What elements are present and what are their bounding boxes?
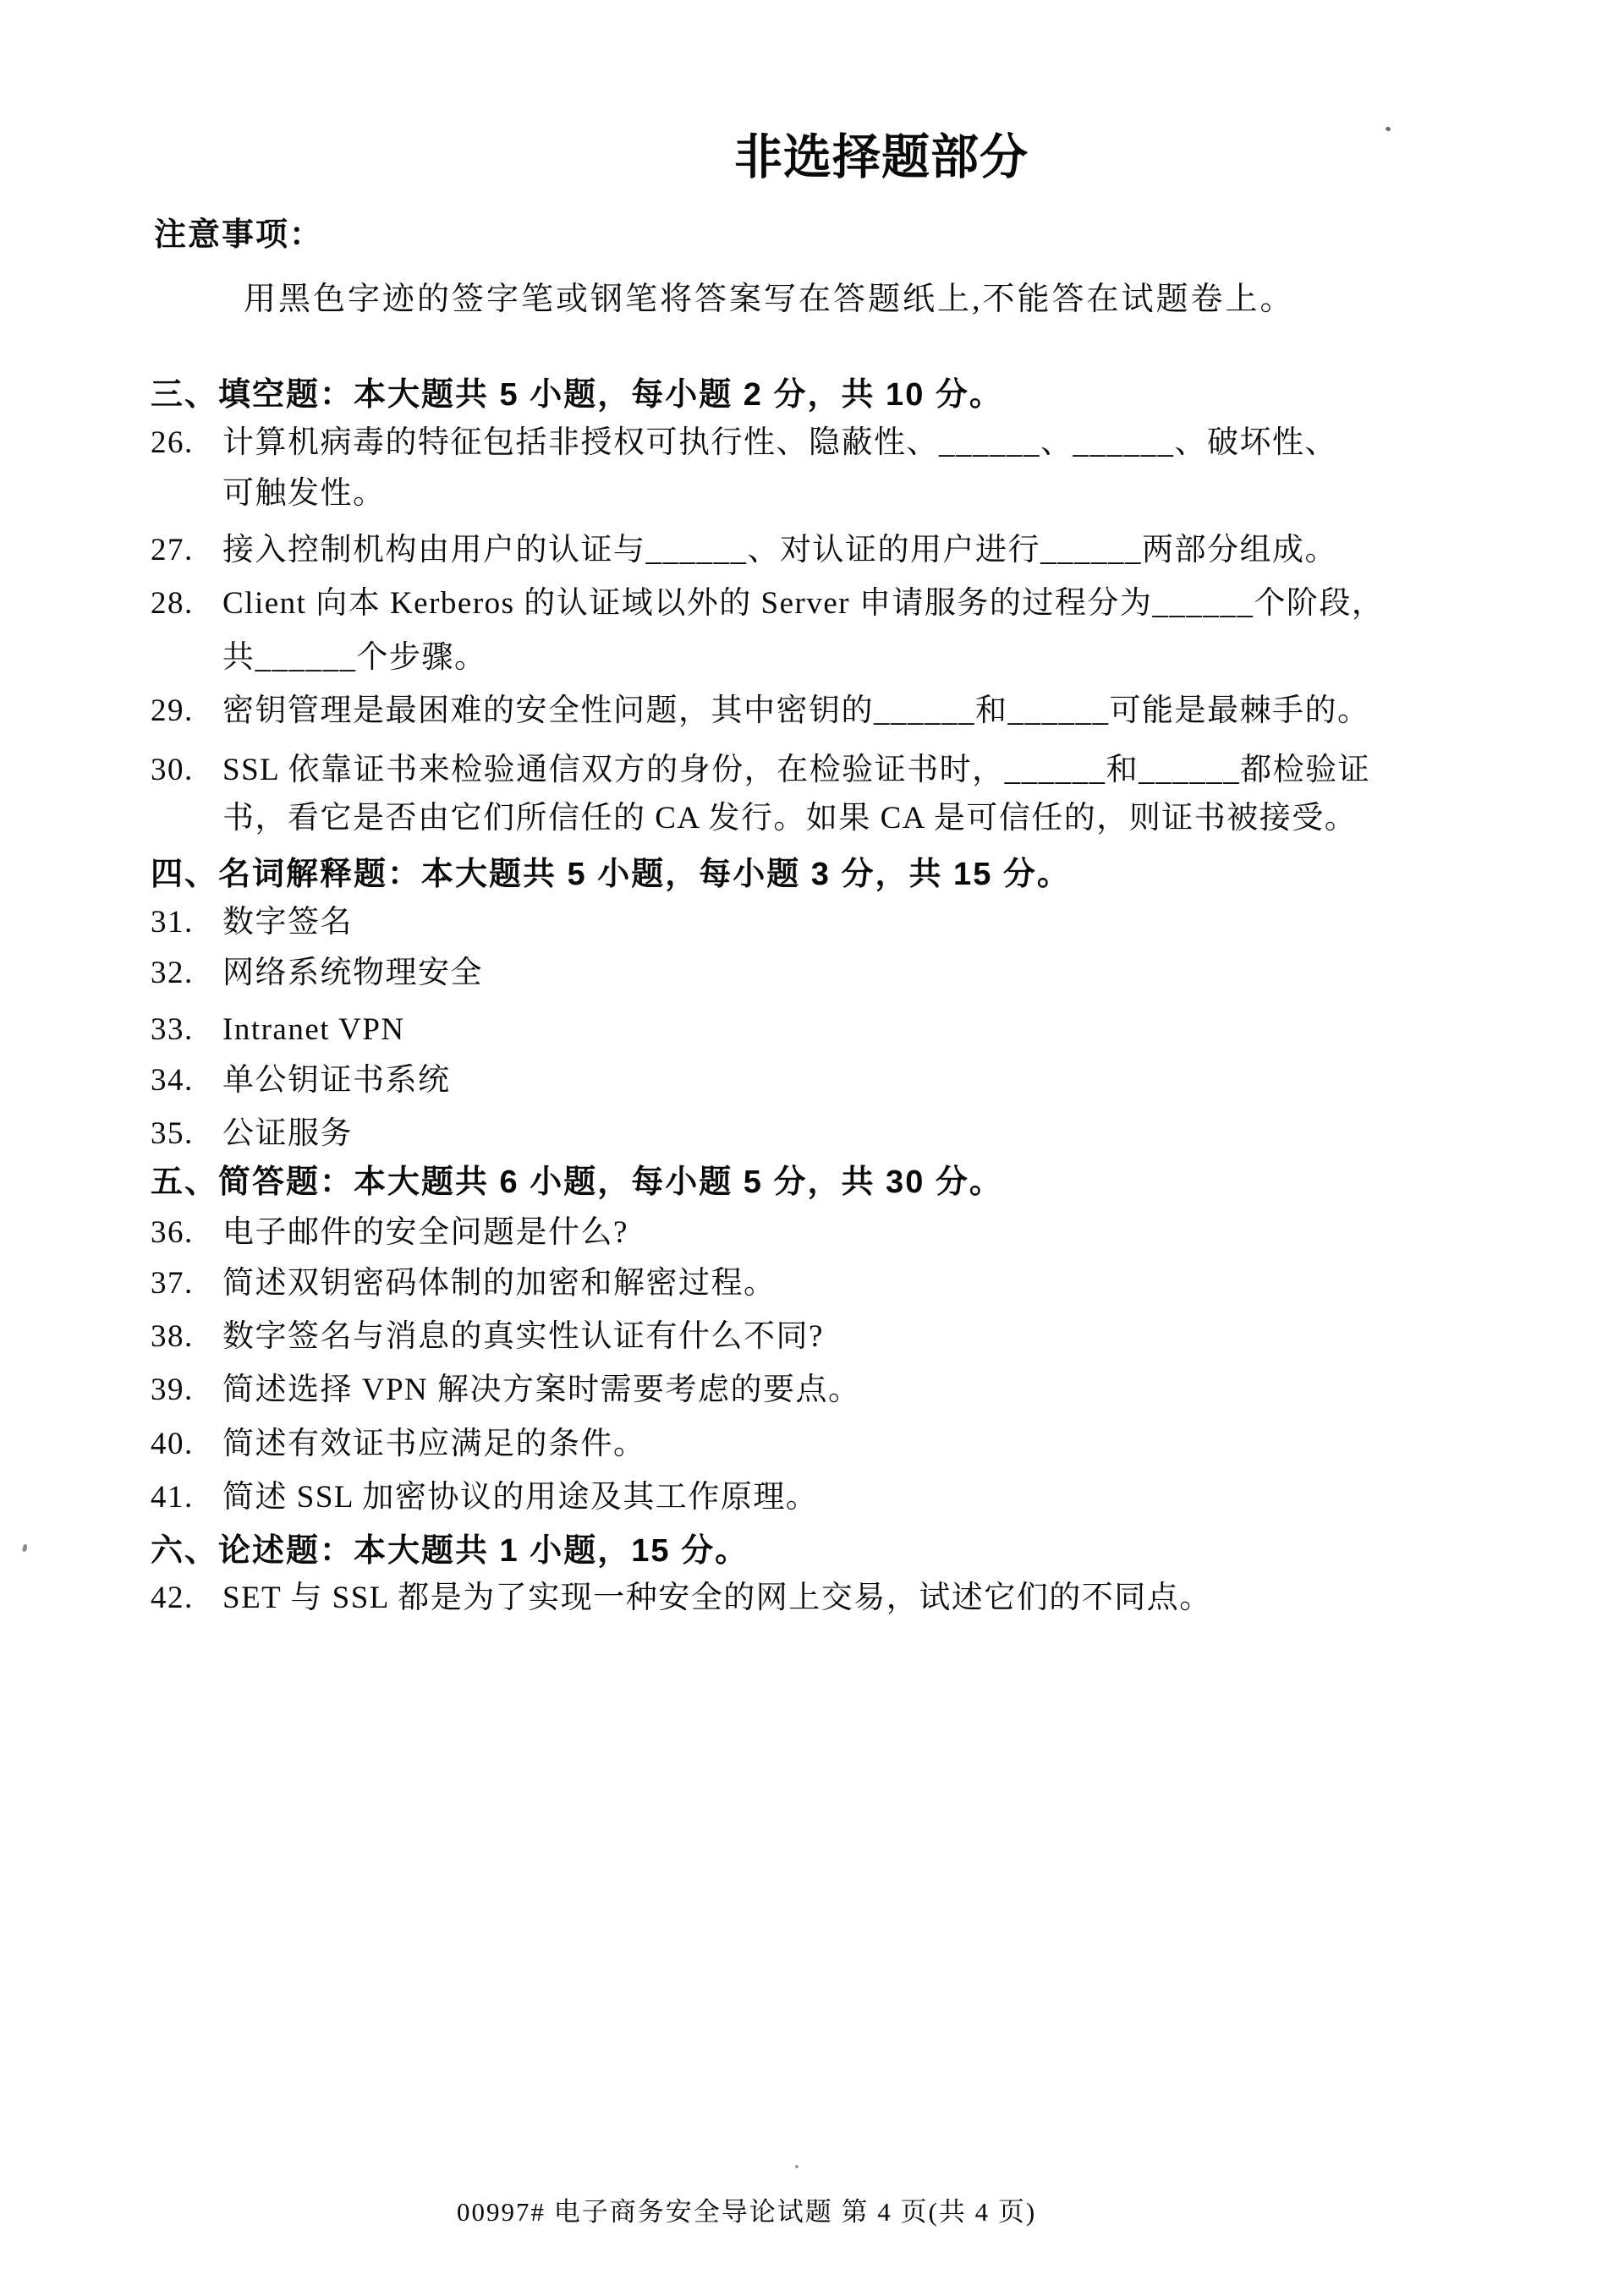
scan-speck xyxy=(1385,126,1391,132)
question-text: 数字签名 xyxy=(222,905,353,940)
question-26-continuation: 可触发性。 xyxy=(222,476,386,511)
question-list xyxy=(151,375,1504,1644)
question-text: 计算机病毒的特征包括非授权可执行性、隐蔽性、______、______、破坏性、 xyxy=(222,425,1337,460)
question-number: 40. xyxy=(151,1427,194,1461)
question-text: 单公钥证书系统 xyxy=(222,1063,451,1098)
question-number: 30. xyxy=(151,753,194,787)
question-number: 38. xyxy=(151,1319,194,1354)
question-text: 简述双钥密码体制的加密和解密过程。 xyxy=(222,1266,777,1301)
section-heading-essay: 六、论述题：本大题共 1 小题，15 分。 xyxy=(151,1533,749,1569)
notice-label: 注意事项： xyxy=(154,217,324,253)
question-row-41 xyxy=(151,1478,818,1517)
question-text: 网络系统物理安全 xyxy=(222,956,483,990)
question-row-33 xyxy=(151,1011,405,1049)
question-text: 数字签名与消息的真实性认证有什么不同? xyxy=(222,1319,824,1354)
question-row-29 xyxy=(151,692,1370,731)
question-row-34 xyxy=(151,1061,451,1100)
question-number: 31. xyxy=(151,905,194,940)
page-footer: 00997# 电子商务安全导论试题 第 4 页(共 4 页) xyxy=(457,2197,1037,2227)
question-text: Intranet VPN xyxy=(222,1012,405,1047)
question-row-26 xyxy=(151,424,1337,463)
question-number: 37. xyxy=(151,1266,194,1301)
question-text: 密钥管理是最困难的安全性问题，其中密钥的______和______可能是最棘手的。 xyxy=(222,693,1370,728)
question-row-40 xyxy=(151,1425,646,1464)
question-text: 接入控制机构由用户的认证与______、对认证的用户进行______两部分组成。 xyxy=(222,533,1337,567)
question-number: 33. xyxy=(151,1012,194,1047)
question-text: Client 向本 Kerberos 的认证域以外的 Server 申请服务的过程分为______个阶段， xyxy=(222,586,1385,621)
question-row-39 xyxy=(151,1371,861,1410)
scan-speck xyxy=(22,1544,28,1553)
question-number: 26. xyxy=(151,425,194,460)
question-number: 36. xyxy=(151,1215,194,1250)
question-row-42 xyxy=(151,1579,1212,1618)
question-30-continuation: 书，看它是否由它们所信任的 CA 发行。如果 CA 是可信任的，则证书被接受。 xyxy=(222,801,1358,836)
question-number: 29. xyxy=(151,693,194,728)
question-text: 简述 SSL 加密协议的用途及其工作原理。 xyxy=(222,1480,819,1515)
section-heading-fill-blank: 三、填空题：本大题共 5 小题，每小题 2 分，共 10 分。 xyxy=(151,377,1003,413)
question-row-36 xyxy=(151,1214,628,1252)
question-row-35 xyxy=(151,1115,353,1153)
notice-text: 用黑色字迹的签字笔或钢笔将答案写在答题纸上,不能答在试题卷上。 xyxy=(244,282,1295,317)
question-row-30 xyxy=(151,751,1370,790)
question-row-28 xyxy=(151,584,1384,623)
question-row-38 xyxy=(151,1318,824,1356)
section-heading-short-answer: 五、简答题：本大题共 6 小题，每小题 5 分，共 30 分。 xyxy=(151,1164,1003,1200)
question-number: 27. xyxy=(151,533,194,567)
question-number: 32. xyxy=(151,956,194,990)
question-28-continuation: 共______个步骤。 xyxy=(222,640,487,675)
question-row-32 xyxy=(151,954,483,993)
question-text: 简述有效证书应满足的条件。 xyxy=(222,1427,646,1461)
question-number: 41. xyxy=(151,1480,194,1515)
question-row-37 xyxy=(151,1264,777,1303)
question-number: 42. xyxy=(151,1581,194,1615)
question-text: SSL 依靠证书来检验通信双方的身份，在检验证书时，______和______都检验证 xyxy=(222,753,1371,787)
section-heading-definitions: 四、名词解释题：本大题共 5 小题，每小题 3 分，共 15 分。 xyxy=(151,857,1071,892)
question-number: 35. xyxy=(151,1116,194,1151)
question-text: 公证服务 xyxy=(222,1116,353,1151)
question-number: 28. xyxy=(151,586,194,621)
question-text: 简述选择 VPN 解决方案时需要考虑的要点。 xyxy=(222,1373,861,1407)
question-number: 39. xyxy=(151,1373,194,1407)
question-number: 34. xyxy=(151,1063,194,1098)
question-text: SET 与 SSL 都是为了实现一种安全的网上交易，试述它们的不同点。 xyxy=(222,1581,1212,1615)
question-text: 电子邮件的安全问题是什么? xyxy=(222,1215,628,1250)
page-title: 非选择题部分 xyxy=(734,130,1029,184)
question-row-27 xyxy=(151,531,1337,570)
scan-speck xyxy=(795,2165,799,2168)
question-row-31 xyxy=(151,903,353,942)
